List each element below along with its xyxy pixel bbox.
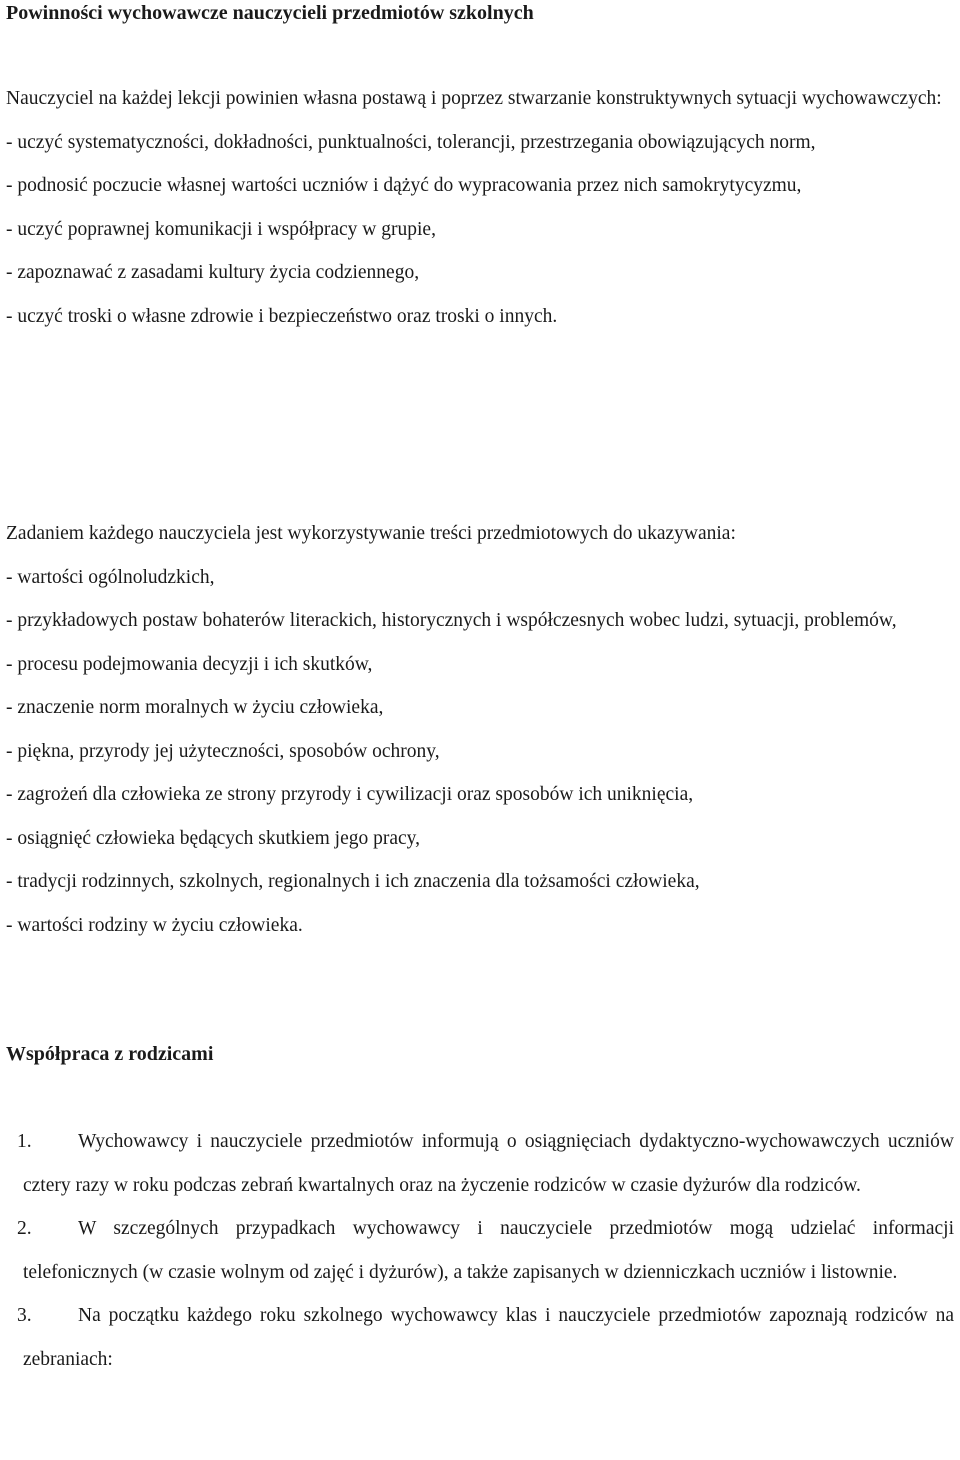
list-item: - zapoznawać z zasadami kultury życia codziennego, — [6, 262, 420, 283]
list-item: - uczyć poprawnej komunikacji i współpracy w grupie, — [6, 218, 436, 240]
item-text: W szczególnych przypadkach wychowawcy i nauczyciele przedmiotów mogą udzielać informacji telefonicznych (w czasie wolnym od zajęć i dyżurów), a także zapisanych w dzienniczkach uczniów i listownie. — [23, 1218, 954, 1283]
section-intro: Zadaniem każdego nauczyciela jest wykorzystywanie treści przedmiotowych do ukazywania: — [6, 523, 736, 544]
list-item: - wartości ogólnoludzkich, — [6, 566, 215, 588]
list-item: - przykładowych postaw bohaterów literackich, historycznych i współczesnych wobec ludzi, sytuacji, problemów, — [6, 610, 897, 631]
document-title: Powinności wychowawcze nauczycieli przedmiotów szkolnych — [6, 2, 534, 24]
item-number: 2. — [17, 1218, 32, 1239]
list-item: - uczyć troski o własne zdrowie i bezpieczeństwo oraz troski o innych. — [6, 305, 558, 327]
list-item: - tradycji rodzinnych, szkolnych, regionalnych i ich znaczenia dla tożsamości człowieka, — [6, 871, 700, 892]
list-item: - uczyć systematyczności, dokładności, punktualności, tolerancji, przestrzegania obowiązujących norm, — [6, 131, 816, 153]
list-item: - wartości rodziny w życiu człowieka. — [6, 914, 303, 936]
list-item: - znaczenie norm moralnych w życiu człowieka, — [6, 697, 384, 718]
section-subject-content — [6, 512, 954, 947]
section-teacher-duties — [6, 77, 954, 338]
item-text: Wychowawcy i nauczyciele przedmiotów informują o osiągnięciach dydaktyczno-wychowawczych uczniów cztery razy w roku podczas zebrań kwartalnych oraz na życzenie rodziców w czasie dyżurów dla rodziców. — [23, 1131, 954, 1196]
numbered-item — [6, 1207, 954, 1294]
parents-cooperation-list — [6, 1120, 954, 1381]
section-intro: Nauczyciel na każdej lekcji powinien własna postawą i poprzez stwarzanie konstruktywnych sytuacji wychowawczych: — [6, 88, 942, 109]
section-heading-parents: Współpraca z rodzicami — [6, 1043, 214, 1065]
list-item: - procesu podejmowania decyzji i ich skutków, — [6, 653, 373, 675]
item-text: Na początku każdego roku szkolnego wychowawcy klas i nauczyciele przedmiotów zapoznają rodziców na zebraniach: — [23, 1305, 954, 1370]
list-item: - piękna, przyrody jej użyteczności, sposobów ochrony, — [6, 740, 440, 762]
list-item: - podnosić poczucie własnej wartości uczniów i dążyć do wypracowania przez nich samokrytycyzmu, — [6, 175, 802, 196]
numbered-item — [6, 1120, 954, 1207]
item-number: 3. — [17, 1305, 32, 1326]
list-item: - osiągnięć człowieka będących skutkiem jego pracy, — [6, 827, 421, 849]
numbered-item — [6, 1294, 954, 1381]
list-item: - zagrożeń dla człowieka ze strony przyrody i cywilizacji oraz sposobów ich uniknięcia, — [6, 784, 694, 805]
item-number: 1. — [17, 1131, 32, 1152]
